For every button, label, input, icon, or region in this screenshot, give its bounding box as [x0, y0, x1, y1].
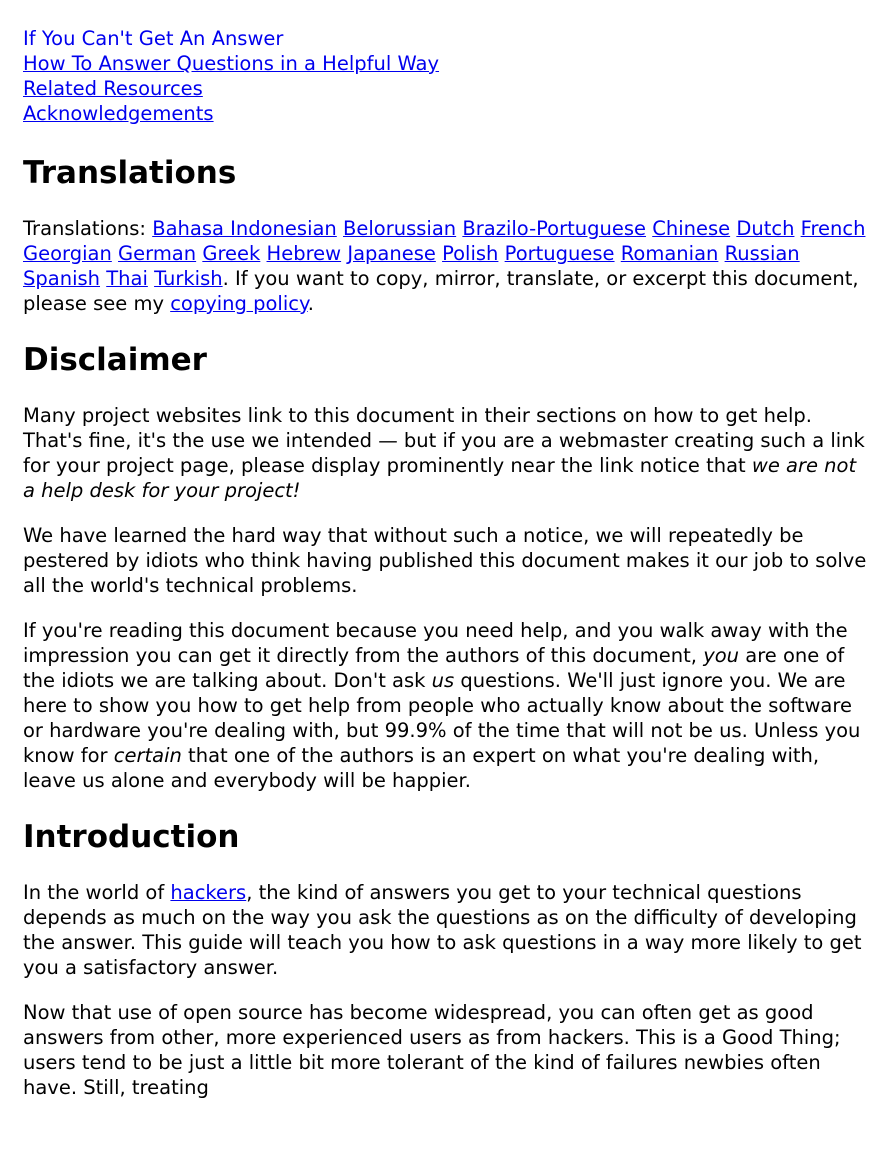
- disclaimer-paragraph-3: [23, 618, 868, 793]
- lang-link-japanese[interactable]: Japanese: [347, 242, 436, 265]
- lang-link-portuguese[interactable]: Portuguese: [504, 242, 615, 265]
- lang-link-hebrew[interactable]: Hebrew: [266, 242, 342, 265]
- lang-link-chinese[interactable]: Chinese: [652, 217, 731, 240]
- lang-link-french[interactable]: French: [800, 217, 866, 240]
- disclaimer-p1-text: Many project websites link to this document in their sections on how to get help. That's fine, it's the use we intended — but if you are a webmaster creating such a link for your project page, please display prominently near the link notice that: [23, 404, 865, 477]
- intro-p1-text-b: , the kind of answers you get to your technical questions depends as much on the way you ask the questions as on the difficulty of developing the answer. This guide will teach you how to ask questions in a way more likely to get you a satisfactory answer.: [23, 881, 862, 979]
- copying-policy-link[interactable]: copying policy: [170, 292, 308, 315]
- translations-heading: Translations: [23, 155, 237, 191]
- hackers-link[interactable]: hackers: [170, 881, 247, 904]
- toc-link-cant-get-answer[interactable]: If You Can't Get An Answer: [23, 27, 284, 50]
- disclaimer-paragraph-2: We have learned the hard way that without such a notice, we will repeatedly be pestered by idiots who think having published this document makes it our job to solve all the world's technical problems.: [23, 524, 867, 597]
- lang-link-belorussian[interactable]: Belorussian: [343, 217, 457, 240]
- toc-link-related-resources[interactable]: Related Resources: [23, 77, 203, 100]
- lang-link-georgian[interactable]: Georgian: [23, 242, 112, 265]
- lang-link-german[interactable]: German: [118, 242, 197, 265]
- lang-link-brazilo-portuguese[interactable]: Brazilo-Portuguese: [462, 217, 647, 240]
- toc-link-acknowledgements[interactable]: Acknowledgements: [23, 102, 214, 125]
- disclaimer-p3-text-d: that one of the authors is an expert on what you're dealing with, leave us alone and everybody will be happier.: [23, 744, 820, 792]
- disclaimer-p3-emphasis-you: you: [703, 644, 740, 667]
- lang-link-thai[interactable]: Thai: [106, 267, 148, 290]
- table-of-contents: [23, 26, 868, 126]
- translations-paragraph: [23, 216, 868, 316]
- lang-link-bahasa-indonesian[interactable]: Bahasa Indonesian: [152, 217, 337, 240]
- disclaimer-p3-text-b: are one of the idiots we are talking about. Don't ask: [23, 644, 845, 692]
- intro-p1-text-a: In the world of: [23, 881, 171, 904]
- lang-link-dutch[interactable]: Dutch: [736, 217, 795, 240]
- lang-link-romanian[interactable]: Romanian: [620, 242, 719, 265]
- disclaimer-p3-emphasis-us: us: [431, 669, 455, 692]
- introduction-heading: Introduction: [23, 819, 240, 855]
- disclaimer-p3-text-c: questions. We'll just ignore you. We are here to show you how to get help from people who actually know about the software or hardware you're dealing with, but 99.9% of the time that will not be us. Unless you know for: [23, 669, 861, 767]
- lang-link-greek[interactable]: Greek: [202, 242, 261, 265]
- translations-end-text: .: [307, 292, 314, 315]
- introduction-paragraph-1: [23, 880, 868, 980]
- lang-link-turkish[interactable]: Turkish: [154, 267, 223, 290]
- toc-link-answer-helpfully[interactable]: How To Answer Questions in a Helpful Way: [23, 52, 440, 75]
- translations-after-text: . If you want to copy, mirror, translate, or excerpt this document, please see my: [23, 267, 859, 315]
- disclaimer-p3-emphasis-certain: certain: [113, 744, 182, 767]
- lang-link-russian[interactable]: Russian: [724, 242, 800, 265]
- disclaimer-p3-text-a: If you're reading this document because you need help, and you walk away with the impression you can get it directly from the authors of this document,: [23, 619, 848, 667]
- disclaimer-heading: Disclaimer: [23, 342, 207, 378]
- introduction-paragraph-2: Now that use of open source has become widespread, you can often get as good answers from other, more experienced users as from hackers. This is a Good Thing; users tend to be just a little bit more tolerant of the kind of failures newbies often have. Still, treating: [23, 1001, 841, 1099]
- lang-link-polish[interactable]: Polish: [442, 242, 499, 265]
- disclaimer-paragraph-1: [23, 403, 868, 503]
- translations-intro-text: Translations:: [23, 217, 153, 240]
- lang-link-spanish[interactable]: Spanish: [23, 267, 101, 290]
- disclaimer-p1-emphasis: we are not a help desk for your project!: [23, 454, 857, 502]
